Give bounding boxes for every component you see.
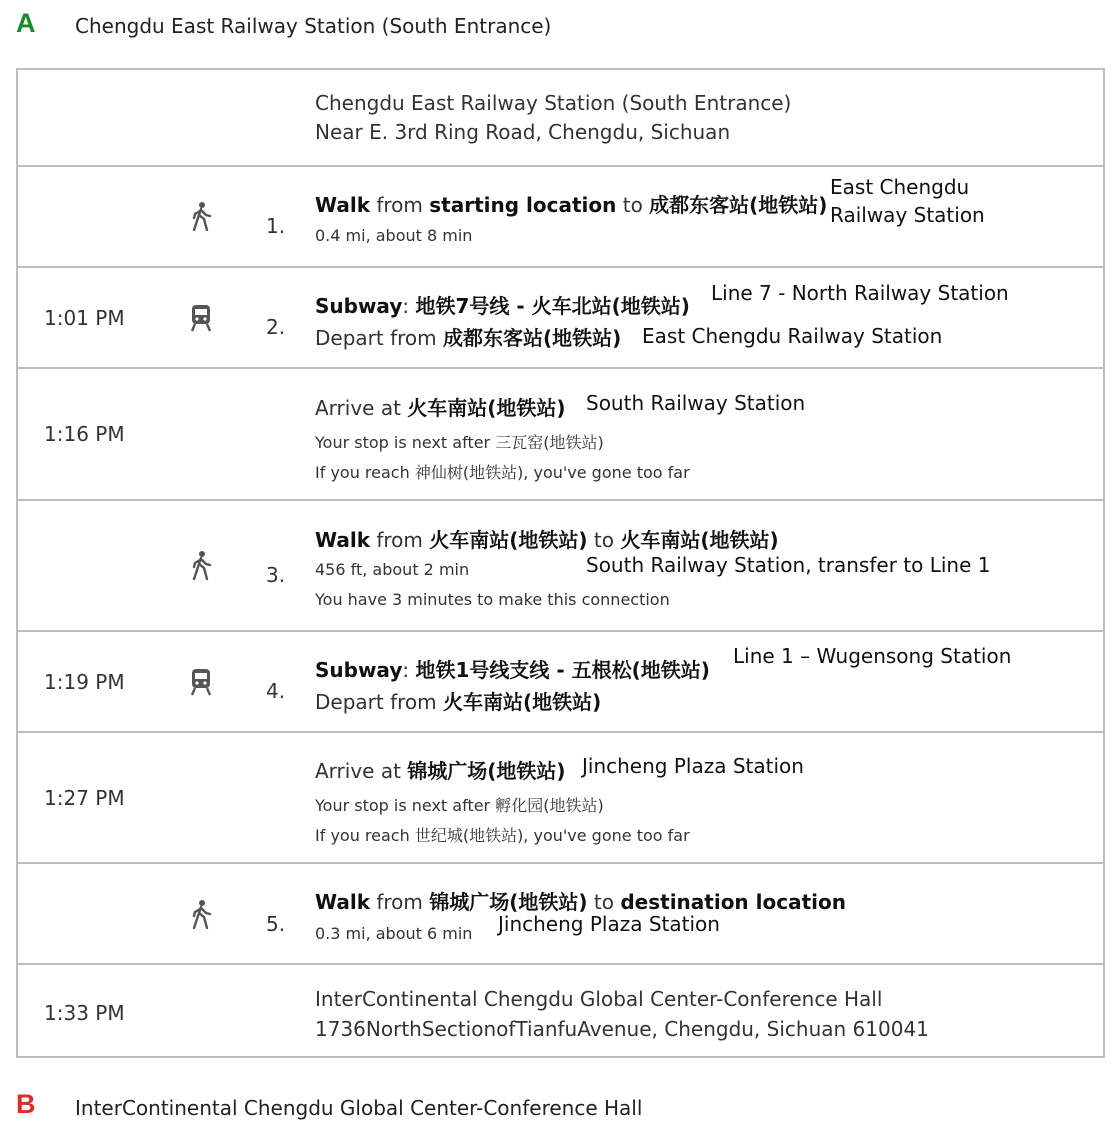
connection-note: You have 3 minutes to make this connection xyxy=(315,590,670,609)
end-address: 1736NorthSectionofTianfuAvenue, Chengdu, Sichuan 610041 xyxy=(315,1017,929,1041)
step-time: 1:19 PM xyxy=(44,670,125,694)
origin-title[interactable]: Chengdu East Railway Station (South Entrance) xyxy=(75,14,552,38)
next-after: Your stop is next after 孵化园(地铁站) xyxy=(315,796,604,815)
arrive-station: Arrive at 火车南站(地铁站) xyxy=(315,396,566,420)
step-row-3[interactable] xyxy=(18,501,1103,632)
step-time: 1:01 PM xyxy=(44,306,125,330)
step-instruction: Walk from 锦城广场(地铁站) to destination location xyxy=(315,890,846,914)
annotation: East Chengdu xyxy=(830,175,970,199)
step-instruction: Walk from starting location to 成都东客站(地铁站) xyxy=(315,193,828,217)
gone-too-far: If you reach 神仙树(地铁站), you've gone too far xyxy=(315,463,690,482)
step-row-5[interactable] xyxy=(18,864,1103,965)
origin-marker: A xyxy=(16,8,36,38)
step-instruction: Subway: 地铁1号线支线 - 五根松(地铁站) xyxy=(315,658,710,682)
step-depart: Depart from 火车南站(地铁站) xyxy=(315,690,602,714)
step-row-4[interactable] xyxy=(18,632,1103,733)
annotation: South Railway Station, transfer to Line 1 xyxy=(586,553,991,577)
gone-too-far: If you reach 世纪城(地铁站), you've gone too far xyxy=(315,826,690,845)
step-row-2[interactable] xyxy=(18,268,1103,369)
start-address: Near E. 3rd Ring Road, Chengdu, Sichuan xyxy=(315,120,731,144)
annotation: Railway Station xyxy=(830,203,985,227)
step-detail: 0.4 mi, about 8 min xyxy=(315,226,473,245)
start-row xyxy=(18,70,1103,167)
step-time: 1:16 PM xyxy=(44,422,125,446)
step-time: 1:27 PM xyxy=(44,786,125,810)
start-name: Chengdu East Railway Station (South Entrance) xyxy=(315,91,792,115)
annotation: Line 1 – Wugensong Station xyxy=(733,644,1012,668)
step-number: 2. xyxy=(266,315,286,339)
step-number: 1. xyxy=(266,214,286,238)
end-row xyxy=(18,965,1103,1058)
step-instruction: Subway: 地铁7号线 - 火车北站(地铁站) xyxy=(315,294,690,318)
annotation: Jincheng Plaza Station xyxy=(498,912,720,936)
destination-marker: B xyxy=(16,1089,36,1119)
walk-icon xyxy=(188,899,214,929)
subway-icon xyxy=(188,666,214,696)
arrive-row-4[interactable] xyxy=(18,733,1103,864)
step-depart: Depart from 成都东客站(地铁站) xyxy=(315,326,622,350)
step-detail: 0.3 mi, about 6 min xyxy=(315,924,473,943)
arrive-row-2[interactable] xyxy=(18,369,1103,501)
step-detail: 456 ft, about 2 min xyxy=(315,560,470,579)
annotation: Jincheng Plaza Station xyxy=(582,754,804,778)
directions-table xyxy=(16,68,1105,1058)
subway-icon xyxy=(188,302,214,332)
step-time: 1:33 PM xyxy=(44,1001,125,1025)
step-row-1[interactable] xyxy=(18,167,1103,268)
step-number: 4. xyxy=(266,679,286,703)
step-instruction: Walk from 火车南站(地铁站) to 火车南站(地铁站) xyxy=(315,528,779,552)
annotation: East Chengdu Railway Station xyxy=(642,324,943,348)
step-number: 3. xyxy=(266,563,286,587)
annotation: Line 7 - North Railway Station xyxy=(711,281,1009,305)
walk-icon xyxy=(188,550,214,580)
end-name: InterContinental Chengdu Global Center-Conference Hall xyxy=(315,987,883,1011)
annotation: South Railway Station xyxy=(586,391,806,415)
arrive-station: Arrive at 锦城广场(地铁站) xyxy=(315,759,566,783)
next-after: Your stop is next after 三瓦窑(地铁站) xyxy=(315,433,604,452)
walk-icon xyxy=(188,201,214,231)
step-number: 5. xyxy=(266,912,286,936)
destination-title[interactable]: InterContinental Chengdu Global Center-Conference Hall xyxy=(75,1096,643,1120)
